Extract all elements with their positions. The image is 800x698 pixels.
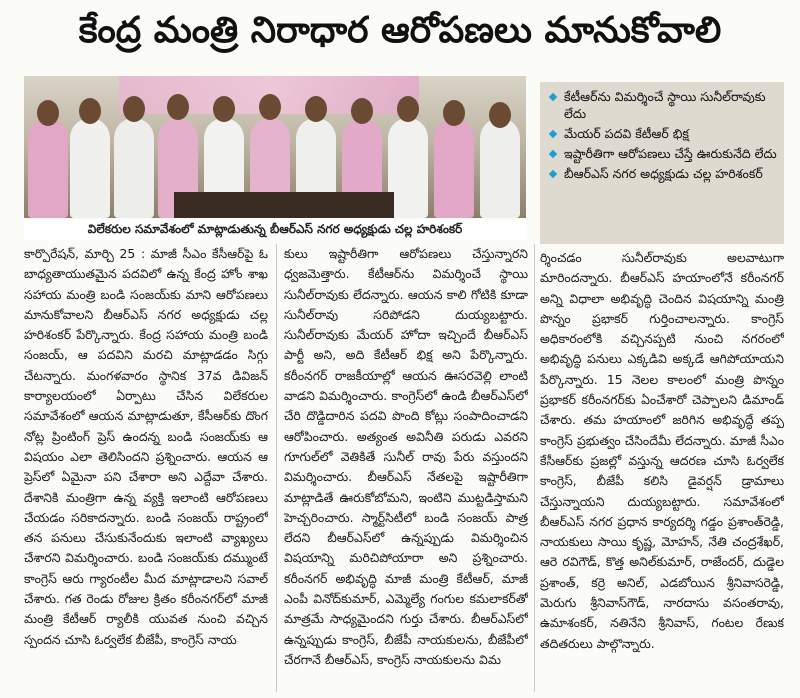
article-column-2 — [284, 244, 528, 692]
photo-person-head — [443, 100, 465, 126]
photo-person-head — [305, 96, 327, 122]
photo-person — [70, 118, 110, 218]
diamond-bullet-icon — [549, 170, 557, 178]
highlights-box — [540, 82, 784, 244]
highlight-text: కేటీఆర్‌ను విమర్శించే స్థాయి సునీల్‌రావుకు లేదు — [564, 89, 766, 121]
highlights-list — [550, 88, 778, 182]
press-meet-photo — [24, 76, 526, 218]
photo-person-head — [167, 94, 189, 120]
article-column-3 — [540, 248, 784, 696]
photo-person-head — [351, 98, 373, 124]
article-text: కార్పొరేషన్, మార్చి 25 : మాజీ సీఎం కేసీఆర్‌పై ఓ బాధ్యతాయుతమైన పదవిలో ఉన్న కేంద్ర హోం శాఖ సహాయ మంత్రి బండి సంజయ్‌కు మాని ఆరోపణలు మానుకోవాలని బీఆర్ఎస్ నగర అధ్యక్షుడు చల్ల హరిశంకర్ పేర్కొన్నారు. కేంద్ర సహాయ మంత్రి బండి సంజయ్, ఆ పదవిని మరచి మాట్లాడడం సిగ్గు చేటన్నారు. మంగళవారం స్థానిక 37వ డివిజన్ కార్యాలయంలో ఏర్పాటు చేసిన విలేకరుల సమావేశంలో ఆయన మాట్లాడుతూ, కేసీఆర్‌కు దొంగ నోట్ల ప్రింటింగ్ ప్రెస్ ఉందన్న బండి సంజయ్‌కు ఆ విషయం ఎలా తెలిసిందని ప్రశ్నించారు. ఆయన ఆ ప్రెస్‌లో ఏమైనా పని చేశారా అని ఎద్దేవా చేశారు. దేశానికి మంత్రిగా ఉన్న వ్యక్తి ఇలాంటి ఆరోపణలు చేయడం సరికాదన్నారు. బండి సంజయ్ రాష్ట్రంలో తన పనులు చేసుకునేందుకు ఇలాంటి వ్యాఖ్యలు చేశారని విమర్శించారు. బండి సంజయ్‌కు దమ్ముంటే కాంగ్రెస్ ఆరు గ్యారంటీల మీద మాట్లాడాలని సవాల్ చేశారు. గత రెండు రోజుల క్రితం కరీంనగర్‌లో మాజీ మంత్రి కేటీఆర్ ర్యాలీకి యువత నుంచి వచ్చిన స్పందన చూసి ఓర్వలేక బీజేపీ, కాంగ్రెస్ నాయ — [24, 246, 268, 647]
article-text: కులు ఇష్టారీతిగా ఆరోపణలు చేస్తున్నారని ధ్వజమెత్తారు. కేటీఆర్‌ను విమర్శించే స్థాయి సునీల్‌రావుకు లేదన్నారు. ఆయన కాలి గోటికి కూడా సునీల్‌రావు సరిపోడని దుయ్యబట్టారు. సునీల్‌రావుకు మేయర్ హోదా ఇచ్చిందే బీఆర్ఎస్ పార్టీ అని, అది కేటీఆర్ భిక్ష అని పేర్కొన్నారు. కరీంనగర్ రాజకీయాల్లో ఆయన ఊసరవెల్లి లాంటి వాడని విమర్శించారు. కాంగ్రెస్‌లో ఉండి బీఆర్ఎస్‌లో చేరి దొడ్డిదారిన పదవి పొంది కోట్లు సంపాదించాడని ఆరోపించారు. అత్యంత అవినీతి పరుడు ఎవరని గూగుల్‌లో వెతికితే సునీల్ రావు పేరు వస్తుందని విమర్శించారు. బీఆర్ఎస్ నేతలపై ఇష్టారీతిగా మాట్లాడితే ఊరుకోబోమని, ఇంటిని ముట్టడిస్తామని హెచ్చరించారు. స్మార్ట్‌సిటీలో బండి సంజయ్ పాత్ర లేదని బీఆర్ఎస్‌లో ఉన్నప్పుడు విమర్శించిన విషయాన్ని మరిచిపోయారా అని ప్రశ్నించారు. కరీంనగర్ అభివృద్ధి మాజీ మంత్రి కేటీఆర్, మాజీ ఎంపీ వినోద్‌కుమార్, ఎమ్మెల్యే గంగుల కమలాకర్‌తో మాత్రమే సాధ్యమైందని గుర్తు చేశారు. బీఆర్ఎస్‌లో ఉన్నప్పుడు కాంగ్రెస్, బీజేపీ నాయకులను, బీజేపీలో చేరగానే బీఆర్ఎస్, కాంగ్రెస్ నాయకులను విమ — [284, 246, 528, 667]
highlight-text: ఇష్టారీతిగా ఆరోపణలు చేస్తే ఊరుకునేది లేదు — [564, 146, 777, 161]
photo-person — [434, 118, 474, 218]
diamond-bullet-icon — [549, 130, 557, 138]
photo-person — [480, 118, 520, 218]
photo-person-head — [397, 96, 419, 122]
article-text: ర్శించడం సునీల్‌రావుకు అలవాటుగా మారిందన్నారు. బీఆర్ఎస్ హయాంలోనే కరీంనగర్ అన్ని విధాలా అభివృద్ధి చెందిన విషయాన్ని మంత్రి పొన్నం ప్రభాకర్ గుర్తించాలన్నారు. కాంగ్రెస్ అధికారంలోకి వచ్చినప్పటి నుంచి నగరంలో అభివృద్ధి పనులు ఎక్కడివి అక్కడే ఆగిపోయాయని పేర్కొన్నారు. 15 నెలల కాలంలో మంత్రి పొన్నం ప్రభాకర్ కరీంనగర్‌కు ఏంచేశారో చెప్పాలని డిమాండ్ చేశారు. తమ హయాంలో జరిగిన అభివృద్ధే తప్ప కాంగ్రెస్ ప్రభుత్వం చేసిందేమీ లేదన్నారు. మాజీ సీఎం కేసీఆర్‌కు ప్రజల్లో వస్తున్న ఆదరణ చూసి ఓర్వలేక కాంగ్రెస్, బీజేపీ కలిసి డైవర్షన్ డ్రామాలు చేస్తున్నాయని దుయ్యబట్టారు. సమావేశంలో బీఆర్ఎస్ నగర ప్రధాన కార్యదర్శి గడ్డం ప్రశాంత్‌రెడ్డి, నాయకులు సాయి కృష్ణ, మోహన్, నేతి చంద్రశేఖర్, ఆరె రవిగౌడ్, కొత్త అనిల్‌కుమార్, రాజేందర్, దుడ్డెల ప్రశాంత్, కర్రె అనిల్, ఎడబోయిన శ్రీనివాసరెడ్డి, మెరుగు శ్రీనివాస్‌గౌడ్, నారదాసు వసంతరావు, ఉమాశంకర్, నతినేని శ్రీనివాస్, గంటల రేణుక తదితరులు పాల్గొన్నారు. — [540, 250, 784, 651]
photo-person — [388, 118, 428, 218]
photo-person-head — [123, 96, 145, 122]
diamond-bullet-icon — [549, 93, 557, 101]
highlight-item — [550, 165, 778, 182]
photo-person-head — [489, 102, 511, 128]
column-divider — [534, 244, 535, 692]
headline: కేంద్ర మంత్రి నిరాధార ఆరోపణలు మానుకోవాలి — [78, 10, 722, 51]
photo-person-head — [79, 98, 101, 124]
photo-person-head — [37, 100, 59, 126]
highlight-text: మేయర్ పదవి కేటీఆర్ భిక్ష — [564, 126, 689, 141]
column-divider — [276, 244, 277, 692]
highlight-text: బీఆర్ఎస్ నగర అధ్యక్షుడు చల్ల హరిశంకర్ — [564, 166, 763, 181]
article-column-1 — [24, 244, 268, 692]
photo-person — [28, 118, 68, 218]
highlight-item — [550, 145, 778, 162]
highlight-item — [550, 125, 778, 142]
photo-person-head — [259, 94, 281, 120]
photo-caption: విలేకరుల సమావేశంలో మాట్లాడుతున్న బీఆర్ఎస్ నగర అధ్యక్షుడు చల్ల హరిశంకర్ — [24, 220, 526, 240]
photo-person — [114, 118, 154, 218]
photo-person-head — [213, 96, 235, 122]
diamond-bullet-icon — [549, 150, 557, 158]
highlight-item — [550, 88, 778, 122]
photo-table — [174, 192, 394, 218]
